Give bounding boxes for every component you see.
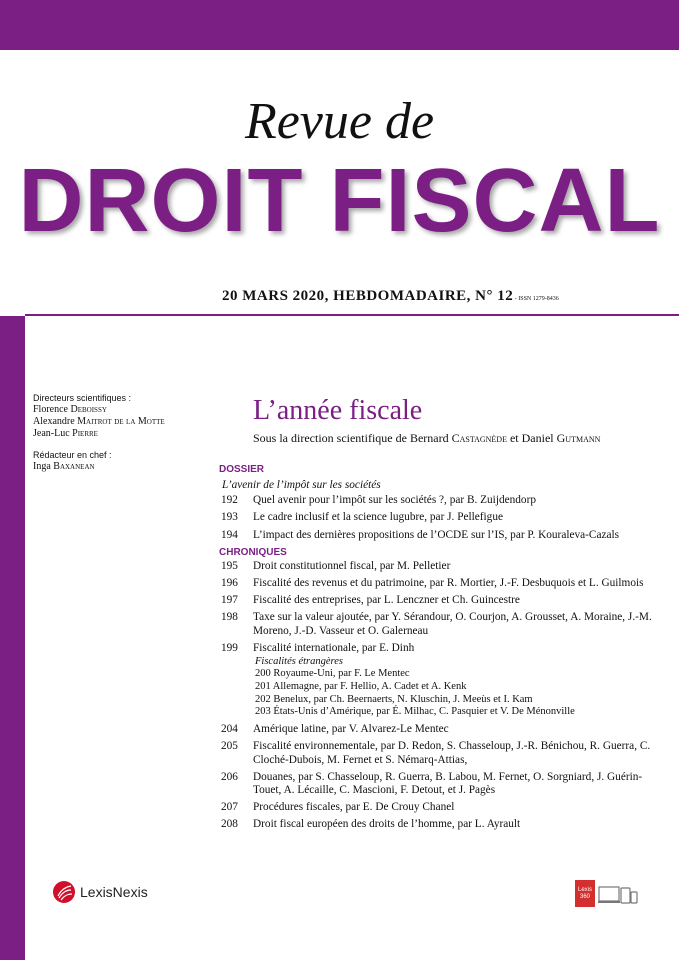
director: Alexandre Maitrot de la Motte: [33, 416, 165, 427]
left-color-band: [0, 316, 25, 960]
header-rule: [25, 314, 679, 316]
directors-label: Directeurs scientifiques :: [33, 393, 132, 403]
toc-entry: 193 Le cadre inclusif et la science lugubre, par J. Pellefigue: [221, 511, 503, 524]
toc-entry: 192 Quel avenir pour l’impôt sur les sociétés ?, par B. Zuijdendorp: [221, 494, 536, 507]
toc-entry: 208 Droit fiscal européen des droits de l’homme, par L. Ayrault: [221, 818, 521, 831]
devices-icon: [598, 883, 638, 907]
toc-entry: 194 L’impact des dernières propositions de l’OCDE sur l’IS, par P. Kouraleva-Cazals: [221, 528, 620, 541]
lexisnexis-logo: [52, 880, 148, 904]
feature-subtitle: Sous la direction scientifique de Bernard Castagnède et Daniel Gutmann: [253, 431, 601, 445]
toc-entry: 199 Fiscalité internationale, par E. Dinh: [221, 641, 415, 654]
toc-subentry: 203 États-Unis d’Amérique, par É. Milhac, C. Pasquier et V. De Ménonville: [255, 706, 575, 718]
lexis-360-badge: Lexis 360: [575, 880, 595, 907]
issue-line: [222, 288, 559, 305]
toc-entry: 207 Procédures fiscales, par E. De Crouy Chanel: [221, 801, 455, 814]
editorial-board: [33, 392, 165, 473]
toc-entry: 197 Fiscalité des entreprises, par L. Lenczner et Ch. Guincestre: [221, 594, 520, 607]
toc-entry: 195 Droit constitutionnel fiscal, par M. Pelletier: [221, 559, 451, 572]
dossier-theme: L’avenir de l’impôt sur les sociétés: [222, 479, 381, 491]
publisher-name: LexisNexis: [80, 884, 148, 900]
toc-entry: 204 Amérique latine, par V. Alvarez-Le Mentec: [221, 723, 449, 736]
digital-badge: [575, 880, 638, 907]
top-color-band: [0, 0, 679, 50]
toc-subentry: 202 Benelux, par Ch. Beernaerts, N. Kluschin, J. Meeùs et I. Kam: [255, 693, 533, 705]
toc-entry: 205 Fiscalité environnementale, par D. Redon, S. Chasseloup, J.-R. Bénichou, R. Guerra, C. Cloché-Dubois, M. Fernet et S. Némarq-Attias,: [221, 740, 651, 766]
chief-editor: Inga Baxanean: [33, 461, 95, 472]
feature-title: L’année fiscale: [253, 395, 423, 426]
table-of-contents: [219, 463, 669, 836]
director: Florence Deboissy: [33, 404, 107, 415]
toc-entry: 196 Fiscalité des revenus et du patrimoine, par R. Mortier, J.-F. Desbuquois et L. Guilmois: [221, 577, 644, 590]
toc-subentry: 201 Allemagne, par F. Hellio, A. Cadet et A. Kenk: [255, 680, 467, 692]
issn: - ISSN 1279-8436: [513, 296, 559, 302]
foreign-subheading: Fiscalités étrangères: [255, 656, 343, 668]
toc-subentry: 200 Royaume-Uni, par F. Le Mentec: [255, 668, 410, 680]
toc-entry: 198 Taxe sur la valeur ajoutée, par Y. Sérandour, O. Courjon, A. Grousset, A. Moraine, J.-M. Moreno, J.-D. Vasseur et O. Galerneau: [221, 611, 652, 637]
section-chroniques: CHRONIQUES: [219, 546, 287, 558]
masthead-revue: Revue de: [244, 93, 435, 150]
masthead-droit-fiscal: DROIT FISCAL: [18, 151, 661, 251]
toc-entry: 206 Douanes, par S. Chasseloup, R. Guerra, B. Labou, M. Fernet, O. Sorgniard, J. Guérin-Touet, A. Lécaille, C. Mascioni, F. Detout, et J. Pagès: [221, 770, 643, 797]
chief-editor-label: Rédacteur en chef :: [33, 450, 112, 460]
issue-date: 20 MARS 2020, HEBDOMADAIRE, N° 12: [222, 288, 514, 304]
director: Jean-Luc Pierre: [33, 428, 98, 439]
lexisnexis-emblem-icon: [52, 880, 76, 904]
section-dossier: DOSSIER: [219, 464, 265, 475]
